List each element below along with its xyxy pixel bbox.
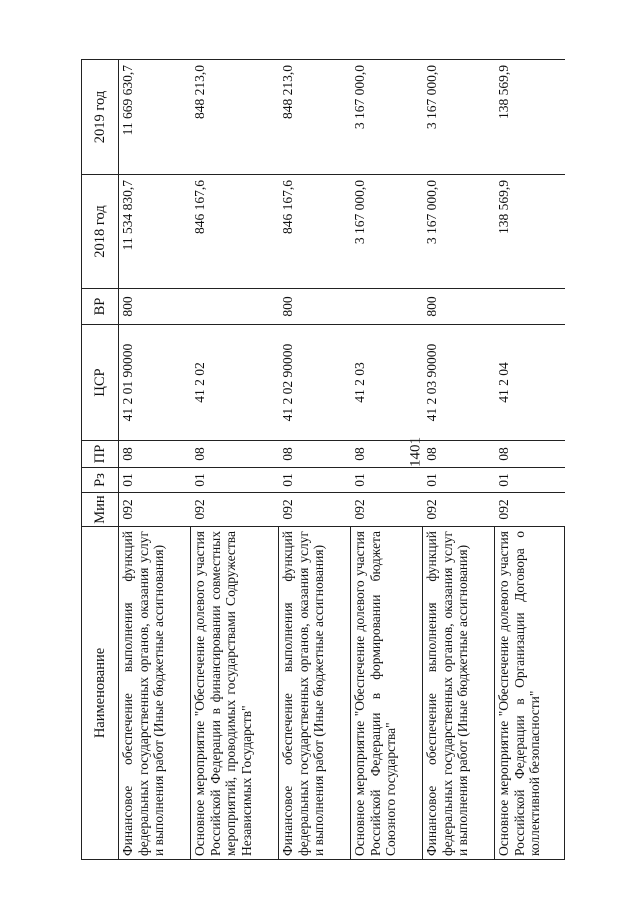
table-row bbox=[495, 60, 565, 860]
row-min: 092 bbox=[279, 493, 351, 527]
row-vr bbox=[191, 289, 279, 325]
row-min: 092 bbox=[191, 493, 279, 527]
row-rz: 01 bbox=[119, 468, 191, 493]
row-min: 092 bbox=[495, 493, 565, 527]
budget-table-rotated bbox=[81, 60, 561, 860]
row-2019: 848 213,0 bbox=[191, 60, 279, 175]
row-min: 092 bbox=[351, 493, 423, 527]
row-pr: 08 bbox=[279, 441, 351, 468]
row-pr: 08 bbox=[119, 441, 191, 468]
row-2019: 848 213,0 bbox=[279, 60, 351, 175]
header-2018: 2018 год bbox=[82, 175, 119, 289]
row-2018: 138 569,9 bbox=[495, 175, 565, 289]
budget-table bbox=[81, 59, 565, 860]
header-pr: ПР bbox=[82, 441, 119, 468]
row-2019: 3 167 000,0 bbox=[351, 60, 423, 175]
row-pr: 08 bbox=[495, 441, 565, 468]
header-2019: 2019 год bbox=[82, 60, 119, 175]
row-csr: 41 2 01 90000 bbox=[119, 325, 191, 441]
table-row bbox=[279, 60, 351, 860]
table-row bbox=[119, 60, 191, 860]
row-csr: 41 2 03 90000 bbox=[423, 325, 495, 441]
row-2019: 3 167 000,0 bbox=[423, 60, 495, 175]
table-header-row bbox=[82, 60, 119, 860]
row-rz: 01 bbox=[279, 468, 351, 493]
row-rz: 01 bbox=[351, 468, 423, 493]
header-min: Мин bbox=[82, 493, 119, 527]
row-name: Основное мероприятие "Обеспечение долевого участия Российской Федерации в формировании бюджета Союзного государства" bbox=[351, 527, 423, 860]
row-csr: 41 2 03 bbox=[351, 325, 423, 441]
row-name: Основное мероприятие "Обеспечение долевого участия Российской Федерации в Организации Договора о коллективной безопасности" bbox=[495, 527, 565, 860]
row-2018: 846 167,6 bbox=[191, 175, 279, 289]
row-min: 092 bbox=[423, 493, 495, 527]
row-rz: 01 bbox=[495, 468, 565, 493]
header-name: Наименование bbox=[82, 527, 119, 860]
row-name: Финансовое обеспечение выполнения функций федеральных государственных органов, оказания услуг и выполнения работ (Иные бюджетные ассигнования) bbox=[279, 527, 351, 860]
row-2019: 138 569,9 bbox=[495, 60, 565, 175]
row-pr: 08 bbox=[191, 441, 279, 468]
row-csr: 41 2 02 bbox=[191, 325, 279, 441]
row-2018: 3 167 000,0 bbox=[423, 175, 495, 289]
table-row bbox=[423, 60, 495, 860]
row-name: Финансовое обеспечение выполнения функций федеральных государственных органов, оказания услуг и выполнения работ (Иные бюджетные ассигнования) bbox=[119, 527, 191, 860]
row-2018: 3 167 000,0 bbox=[351, 175, 423, 289]
row-2019: 11 669 630,7 bbox=[119, 60, 191, 175]
row-2018: 11 534 830,7 bbox=[119, 175, 191, 289]
row-pr: 08 bbox=[351, 441, 423, 468]
row-csr: 41 2 04 bbox=[495, 325, 565, 441]
row-rz: 01 bbox=[191, 468, 279, 493]
row-name: Основное мероприятие "Обеспечение долевого участия Российской Федерации в финансировании совместных мероприятий, проводимых государствами Содружества Независимых Государств" bbox=[191, 527, 279, 860]
header-rz: Рз bbox=[82, 468, 119, 493]
row-rz: 01 bbox=[423, 468, 495, 493]
row-2018: 846 167,6 bbox=[279, 175, 351, 289]
table-row bbox=[191, 60, 279, 860]
row-vr: 800 bbox=[423, 289, 495, 325]
header-vr: ВР bbox=[82, 289, 119, 325]
table-row bbox=[351, 60, 423, 860]
row-csr: 41 2 02 90000 bbox=[279, 325, 351, 441]
row-min: 092 bbox=[119, 493, 191, 527]
row-pr: 08 bbox=[423, 441, 495, 468]
header-csr: ЦСР bbox=[82, 325, 119, 441]
page-number: 1401 bbox=[407, 437, 424, 467]
row-name: Финансовое обеспечение выполнения функций федеральных государственных органов, оказания услуг и выполнения работ (Иные бюджетные ассигнования) bbox=[423, 527, 495, 860]
row-vr: 800 bbox=[279, 289, 351, 325]
row-vr bbox=[495, 289, 565, 325]
row-vr: 800 bbox=[119, 289, 191, 325]
row-vr bbox=[351, 289, 423, 325]
